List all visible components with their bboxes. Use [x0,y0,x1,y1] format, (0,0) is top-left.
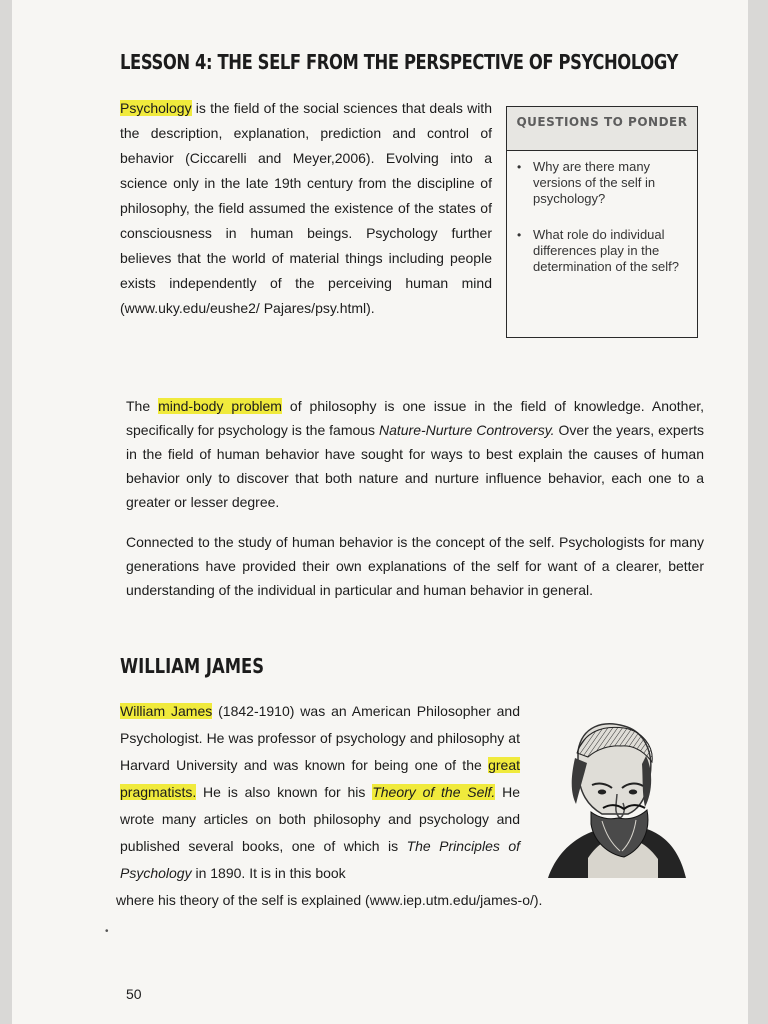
william-james-text-4: in 1890. It is in this book [195,865,346,881]
mind-body-pre: The [126,398,151,414]
william-james-highlight: William James [120,703,213,719]
mind-body-middle: of philosophy is one issue in the field of knowledge. Another, specifically for psychology is the famous [126,398,705,438]
bullet-icon: • [517,160,522,174]
pragmatists-highlight: great pragmatists. [120,757,521,800]
nature-nurture-italic: Nature-Nurture Controversy. [378,422,555,438]
questions-to-ponder-box [506,106,698,338]
lesson-title: LESSON 4: THE SELF FROM THE PERSPECTIVE OF PSYCHOLOGY [120,50,678,74]
question-text: What role do individual differences play in the determination of the self? [533,227,679,274]
document-page [12,0,748,1024]
theory-of-self-highlight: Theory of the Self. [372,784,496,800]
self-concept-paragraph: Connected to the study of human behavior is the concept of the self. Psychologists for many generations have provided their own explanations of the self for want of a clearer, better understanding of the individual in particular and human behavior in general. [126,534,704,598]
question-text: Why are there many versions of the self in psychology? [533,159,656,206]
william-james-text-2: He is also known for his [203,784,366,800]
question-item [507,159,697,207]
william-james-text-5: where his theory of the self is explained (www.iep.utm.edu/james-o/). [116,892,543,908]
psychology-highlight: Psychology [120,100,192,116]
psychology-definition-text: is the field of the social sciences that deals with the description, explanation, prediction and control of behavior (Ciccarelli and Meyer,2006). Evolving into a science only in the late 19th century from the discipline of philosophy, the field assumed the existence of the states of consciousness in human beings. Psychology further believes that the world of material things including people exists independently of the perceiving human mind (www.uky.edu/eushe2/ Pajares/psy.html). [120,100,492,316]
william-james-text-3: He wrote many articles on both philosophy and psychology and published several books, one of which is [120,784,521,854]
mind-body-highlight: mind-body problem [158,398,282,414]
margin-mark: • [105,926,109,937]
questions-header: QUESTIONS TO PONDER [507,107,697,151]
mind-body-paragraph [126,394,704,514]
william-james-heading: WILLIAM JAMES [120,654,265,678]
mind-body-post: Over the years, experts in the field of human behavior have sought for ways to best explain the causes of human behavior only to discover that both nature and nurture influence behavior, each one to a greater or lesser degree. [126,422,705,510]
psychology-definition-paragraph [120,96,492,321]
william-james-paragraph [116,698,543,914]
bullet-icon: • [517,228,522,242]
question-item [507,227,697,275]
william-james-text-1: (1842-1910) was an American Philosopher and Psychologist. He was professor of psychology and philosophy at Harvard University and was known for being one of the [120,703,520,773]
page-number: 50 [126,986,142,1002]
principles-book-title: The Principles of Psychology [120,838,521,881]
william-james-portrait [544,714,689,879]
